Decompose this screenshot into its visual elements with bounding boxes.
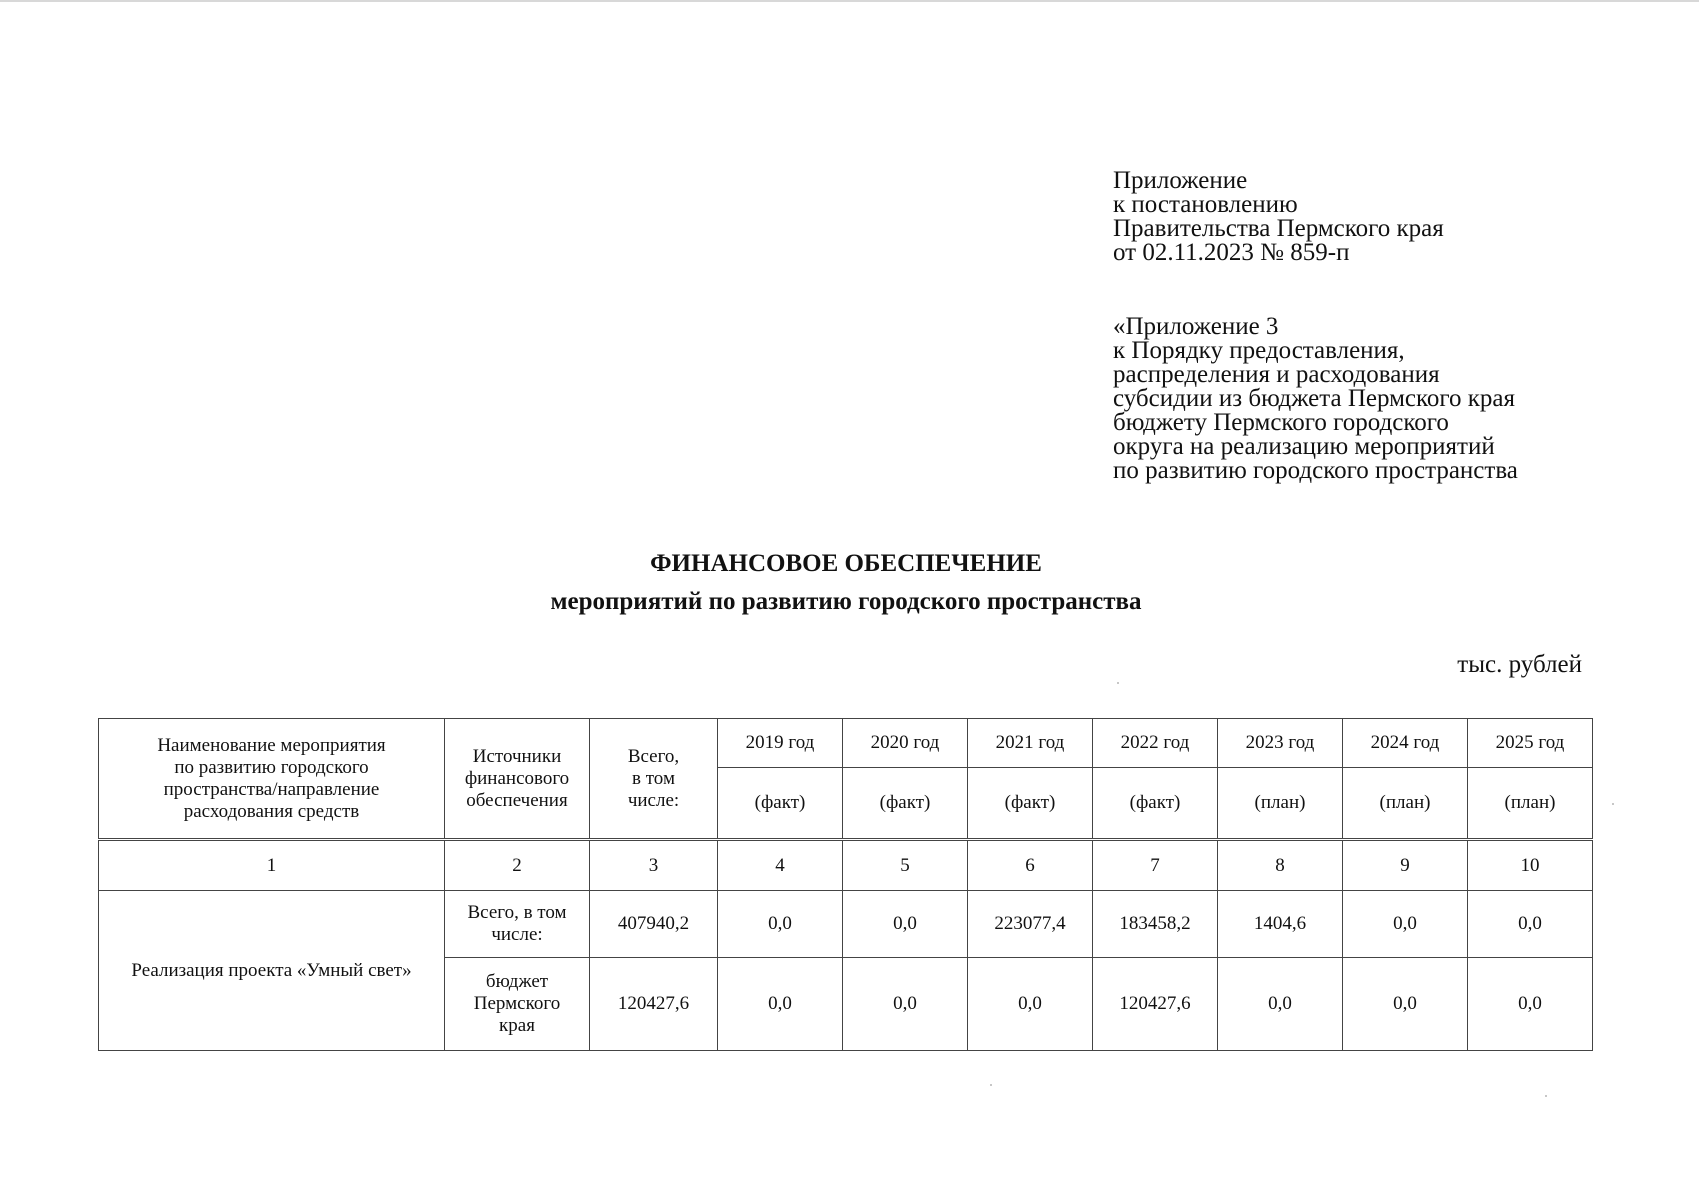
header-status: (факт) bbox=[1093, 768, 1218, 840]
header-year: 2023 год bbox=[1218, 719, 1343, 768]
column-number: 7 bbox=[1093, 840, 1218, 891]
approval-line: к постановлению bbox=[1113, 191, 1298, 218]
column-number-row bbox=[99, 840, 1593, 891]
value-cell: 0,0 bbox=[1343, 958, 1468, 1051]
approval-line: Приложение bbox=[1113, 167, 1248, 194]
appendix-line: по развитию городского пространства bbox=[1113, 457, 1518, 484]
header-year: 2025 год bbox=[1468, 719, 1593, 768]
column-number: 3 bbox=[590, 840, 718, 891]
value-cell: 407940,2 bbox=[590, 891, 718, 958]
header-year: 2019 год bbox=[718, 719, 843, 768]
source-cell: Всего, в том числе: bbox=[445, 891, 590, 958]
appendix-line: округа на реализацию мероприятий bbox=[1113, 433, 1495, 460]
appendix-line: «Приложение 3 bbox=[1113, 313, 1279, 340]
value-cell: 120427,6 bbox=[590, 958, 718, 1051]
scan-speck bbox=[1545, 1095, 1547, 1097]
scan-speck bbox=[1117, 682, 1119, 684]
value-cell: 0,0 bbox=[1343, 891, 1468, 958]
value-cell: 0,0 bbox=[1468, 958, 1593, 1051]
source-cell: бюджет Пермского края bbox=[445, 958, 590, 1051]
value-cell: 0,0 bbox=[968, 958, 1093, 1051]
scan-edge bbox=[0, 0, 1699, 2]
header-status: (факт) bbox=[843, 768, 968, 840]
value-cell: 183458,2 bbox=[1093, 891, 1218, 958]
value-cell: 120427,6 bbox=[1093, 958, 1218, 1051]
appendix-line: субсидии из бюджета Пермского края bbox=[1113, 385, 1516, 412]
header-year: 2024 год bbox=[1343, 719, 1468, 768]
value-cell: 0,0 bbox=[1218, 958, 1343, 1051]
header-year: 2022 год bbox=[1093, 719, 1218, 768]
column-number: 5 bbox=[843, 840, 968, 891]
value-cell: 0,0 bbox=[718, 891, 843, 958]
header-status: (план) bbox=[1218, 768, 1343, 840]
header-status: (план) bbox=[1468, 768, 1593, 840]
header-total: Всего, в том числе: bbox=[590, 719, 718, 840]
units-label: тыс. рублей bbox=[1457, 651, 1582, 678]
value-cell: 0,0 bbox=[843, 958, 968, 1051]
column-number: 8 bbox=[1218, 840, 1343, 891]
appendix-line: к Порядку предоставления, bbox=[1113, 337, 1405, 364]
header-year: 2021 год bbox=[968, 719, 1093, 768]
header-row bbox=[99, 719, 1593, 768]
value-cell: 223077,4 bbox=[968, 891, 1093, 958]
appendix-line: бюджету Пермского городского bbox=[1113, 409, 1449, 436]
table-row bbox=[99, 891, 1593, 958]
header-sources: Источники финансового обеспечения bbox=[445, 719, 590, 840]
header-activity-name: Наименование мероприятия по развитию городского пространства/направление расходования средств bbox=[99, 719, 445, 840]
header-status: (факт) bbox=[718, 768, 843, 840]
header-status: (факт) bbox=[968, 768, 1093, 840]
header-year: 2020 год bbox=[843, 719, 968, 768]
activity-name-cell: Реализация проекта «Умный свет» bbox=[99, 891, 445, 1051]
column-number: 10 bbox=[1468, 840, 1593, 891]
column-number: 1 bbox=[99, 840, 445, 891]
value-cell: 0,0 bbox=[843, 891, 968, 958]
document-subtitle: мероприятий по развитию городского пространства bbox=[550, 588, 1142, 615]
approval-reference bbox=[1113, 169, 1444, 265]
column-number: 6 bbox=[968, 840, 1093, 891]
financing-table bbox=[98, 718, 1593, 1051]
approval-line: Правительства Пермского края bbox=[1113, 215, 1444, 242]
appendix-line: распределения и расходования bbox=[1113, 361, 1440, 388]
column-number: 2 bbox=[445, 840, 590, 891]
appendix-reference bbox=[1113, 315, 1518, 483]
value-cell: 0,0 bbox=[1468, 891, 1593, 958]
value-cell: 1404,6 bbox=[1218, 891, 1343, 958]
approval-line: от 02.11.2023 № 859-п bbox=[1113, 239, 1350, 266]
document-title: ФИНАНСОВОЕ ОБЕСПЕЧЕНИЕ bbox=[650, 550, 1042, 577]
scan-speck bbox=[990, 1084, 992, 1086]
column-number: 4 bbox=[718, 840, 843, 891]
column-number: 9 bbox=[1343, 840, 1468, 891]
scan-speck bbox=[1612, 803, 1614, 805]
value-cell: 0,0 bbox=[718, 958, 843, 1051]
header-status: (план) bbox=[1343, 768, 1468, 840]
